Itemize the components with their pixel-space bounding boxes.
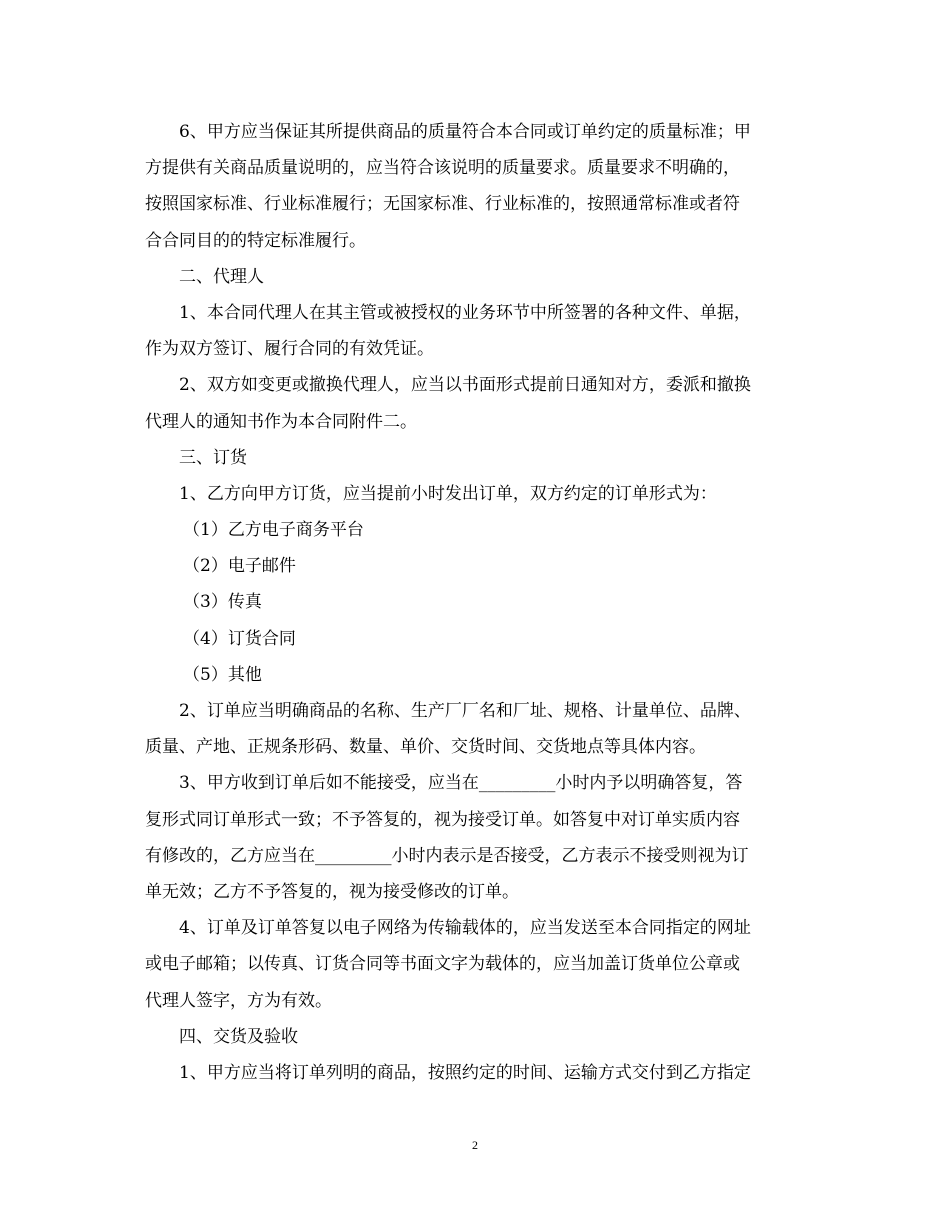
- paragraph-line: 方提供有关商品质量说明的，应当符合该说明的质量要求。质量要求不明确的，: [145, 158, 740, 179]
- paragraph-line: 2、双方如变更或撤换代理人，应当以书面形式提前日通知对方，委派和撤换: [179, 375, 751, 396]
- paragraph-line: 质量、产地、正规条形码、数量、单价、交货时间、交货地点等具体内容。: [145, 737, 706, 758]
- list-item: （4）订货合同: [183, 628, 296, 649]
- paragraph-line: 1、甲方应当将订单列明的商品，按照约定的时间、运输方式交付到乙方指定: [179, 1062, 751, 1083]
- document-body: [145, 114, 810, 1091]
- section-heading: 三、订货: [179, 447, 247, 468]
- paragraph-line: 单无效；乙方不予答复的，视为接受修改的订单。: [145, 881, 519, 902]
- paragraph-line: 1、乙方向甲方订货，应当提前小时发出订单，双方约定的订单形式为：: [179, 483, 717, 504]
- paragraph-line: 2、订单应当明确商品的名称、生产厂厂名和厂址、规格、计量单位、品牌、: [179, 701, 751, 721]
- paragraph-line: 合合同目的的特定标准履行。: [145, 230, 366, 251]
- paragraph-line: 1、本合同代理人在其主管或被授权的业务环节中所签署的各种文件、单据，: [179, 302, 751, 323]
- paragraph-line: 按照国家标准、行业标准履行；无国家标准、行业标准的，按照通常标准或者符: [145, 194, 740, 215]
- paragraph-line: 复形式同订单形式一致；不予答复的，视为接受订单。如答复中对订单实质内容: [145, 809, 740, 830]
- page-number: 2: [472, 1138, 478, 1152]
- section-heading: 四、交货及验收: [179, 1026, 298, 1047]
- paragraph-line: 或电子邮箱；以传真、订货合同等书面文字为载体的，应当加盖订货单位公章或: [145, 954, 740, 975]
- list-item: （5）其他: [183, 664, 262, 685]
- list-item: （1）乙方电子商务平台: [183, 520, 364, 541]
- section-heading: 二、代理人: [179, 266, 264, 287]
- list-item: （2）电子邮件: [183, 556, 296, 577]
- paragraph-line: 有修改的，乙方应当在_________小时内表示是否接受，乙方表示不接受则视为订: [145, 845, 749, 866]
- paragraph-line: 代理人的通知书作为本合同附件二。: [145, 411, 417, 432]
- paragraph-line: 作为双方签订、履行合同的有效凭证。: [145, 339, 434, 360]
- paragraph-line: 代理人签字，方为有效。: [145, 990, 332, 1011]
- paragraph-line: 6、甲方应当保证其所提供商品的质量符合本合同或订单约定的质量标准；甲: [179, 122, 751, 142]
- list-item: （3）传真: [183, 592, 262, 613]
- paragraph-line: 4、订单及订单答复以电子网络为传输载体的，应当发送至本合同指定的网址: [179, 918, 751, 939]
- paragraph-line: 3、甲方收到订单后如不能接受，应当在_________小时内予以明确答复，答: [179, 773, 743, 794]
